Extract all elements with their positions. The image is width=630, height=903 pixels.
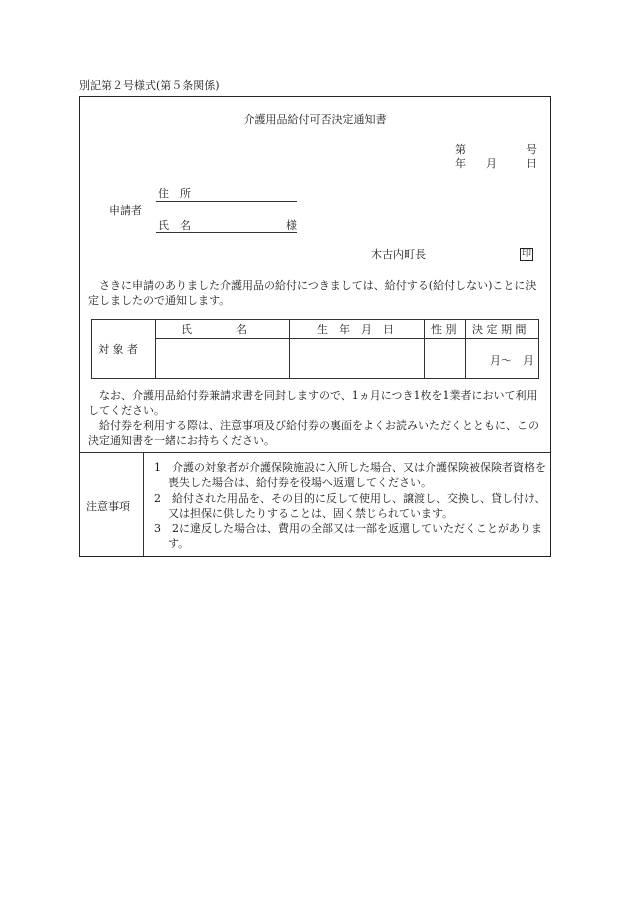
col-name: 氏 名 bbox=[181, 323, 247, 336]
col-sex: 性 別 bbox=[431, 323, 457, 336]
caution-column-divider bbox=[143, 452, 144, 556]
address-underline bbox=[156, 201, 297, 202]
applicant-label: 申請者 bbox=[109, 204, 142, 217]
number-dai: 第 bbox=[455, 143, 466, 156]
issuer-name: 木古内町長 bbox=[371, 248, 426, 261]
name-underline bbox=[156, 232, 297, 233]
period-value: 月～ 月 bbox=[490, 354, 534, 367]
caution-list bbox=[152, 460, 547, 555]
notice-paragraph-2: 給付券を利用する際は、注意事項及び給付券の裏面をよくお読みいただくとともに、この決定通知書を一緒にお持ちください。 bbox=[88, 419, 539, 447]
form-label: 別記第２号様式(第５条関係) bbox=[79, 79, 220, 92]
caution-item: 1 介護の対象者が介護保険施設に入所した場合、又は介護保険被保険者資格を喪失した場合は、給付券を役場へ返還してください。 bbox=[154, 461, 546, 489]
address-label: 住 所 bbox=[158, 187, 191, 200]
col-period: 決 定 期 間 bbox=[472, 323, 527, 336]
row-header: 対 象 者 bbox=[98, 343, 138, 356]
date-year: 年 bbox=[455, 157, 466, 170]
caution-label: 注意事項 bbox=[86, 500, 130, 513]
caution-item: 2 給付された用品を、その目的に反して使用し、譲渡し、交換し、貸し付け、又は担保に供したりすることは、固く禁じられています。 bbox=[154, 492, 546, 520]
notice-form bbox=[79, 96, 551, 557]
document-title: 介護用品給付可否決定通知書 bbox=[243, 113, 387, 126]
caution-item: 3 2に違反した場合は、費用の全部又は一部を返還していただくことがあります。 bbox=[154, 522, 542, 550]
seal-mark: 印 bbox=[521, 249, 531, 259]
notice-paragraph-1: なお、介護用品給付券兼請求書を同封しますので、1ヵ月につき1枚を1業者において利用してください。 bbox=[88, 389, 538, 417]
name-label: 氏 名 bbox=[158, 219, 191, 232]
honorific: 様 bbox=[286, 219, 297, 232]
col-birthdate: 生 年 月 日 bbox=[317, 323, 394, 336]
body-text: さきに申請のありました介護用品の給付につきましては、給付する(給付しない)ことに決定しましたので通知します。 bbox=[88, 279, 537, 307]
date-month: 月 bbox=[486, 157, 497, 170]
date-day: 日 bbox=[526, 157, 537, 170]
number-go: 号 bbox=[526, 143, 537, 156]
caution-divider bbox=[80, 452, 550, 453]
recipient-table bbox=[91, 319, 539, 379]
